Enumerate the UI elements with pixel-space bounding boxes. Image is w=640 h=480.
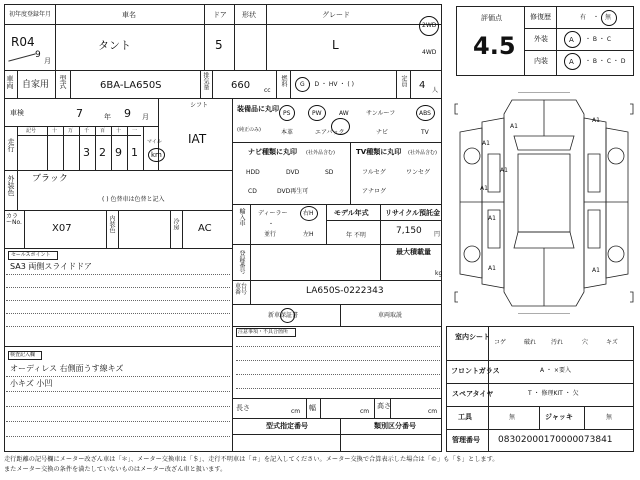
color-value: ブラック xyxy=(32,174,68,184)
mgmt-value: 08302000170000073841 xyxy=(498,435,613,445)
width-label: 幅 xyxy=(309,404,316,412)
inspector-line2: 小キズ 小凹 xyxy=(10,379,53,388)
digit-label: 百 xyxy=(100,128,106,134)
digit-label: 十 xyxy=(52,128,58,134)
diagram-mark: A1 xyxy=(488,265,496,272)
usage-value: 自家用 xyxy=(22,80,50,90)
divider xyxy=(410,70,411,98)
interior-color-label: 内装色 xyxy=(108,215,115,233)
divider xyxy=(232,244,442,245)
category-label: 類別区分番号 xyxy=(374,422,416,430)
parallel-text: 並行 xyxy=(264,231,277,238)
model-label: 型式 xyxy=(59,75,67,89)
inspection-label: 車検 xyxy=(10,109,24,117)
first-reg-label: 初年度登録年月 xyxy=(9,11,52,18)
divider xyxy=(350,142,351,204)
divider xyxy=(250,204,251,244)
mileage-digit: 3 xyxy=(83,146,90,159)
divider xyxy=(70,70,71,98)
navi-hdd: HDD xyxy=(246,169,260,176)
divider xyxy=(320,398,321,418)
divider xyxy=(556,6,557,76)
divider xyxy=(232,280,442,281)
dotted-line xyxy=(6,300,230,301)
displacement-label: 排気量 xyxy=(202,72,209,90)
capacity-value: 4 xyxy=(419,80,426,91)
sales-point-label: セールスポイント xyxy=(11,252,51,258)
tv-analog: アナログ xyxy=(362,188,387,195)
color-note: ( ) 色替車は色替と記入 xyxy=(102,196,165,203)
divider xyxy=(232,418,442,419)
mileage-label: 走行 xyxy=(7,138,15,152)
reg-no-label: 登録番号 xyxy=(238,250,245,274)
diagram-mark: A1 xyxy=(592,117,600,124)
car-name-label: 車名 xyxy=(122,11,136,19)
mileage-digit: 1 xyxy=(131,146,138,159)
divider xyxy=(232,142,442,143)
score-value: 4.5 xyxy=(473,32,516,60)
diagram-mark: A1 xyxy=(482,140,490,147)
equip-leather: 本革 xyxy=(281,129,294,136)
length-label: 長さ xyxy=(236,404,250,412)
seat-item: 汚れ xyxy=(551,339,564,346)
inspection-month: 9 xyxy=(124,107,131,120)
inspector-label: 検査記入欄 xyxy=(10,352,36,358)
divider xyxy=(200,70,201,98)
diagram-mark: A1 xyxy=(500,167,508,174)
drive-2wd: 2WD xyxy=(422,22,437,29)
navi-cd: CD xyxy=(248,188,257,195)
month-unit: 月 xyxy=(44,57,51,65)
mileage-digit: 2 xyxy=(99,146,106,159)
divider xyxy=(232,304,442,305)
recycle-value: 7,150 xyxy=(396,226,422,236)
spare-value: T ・ 修理KIT ・ 欠 xyxy=(528,390,579,397)
dotted-line xyxy=(6,421,230,422)
color-no-label: カラーNo. xyxy=(6,213,22,226)
capacity-label: 定員 xyxy=(400,75,407,87)
model-year-value: 年 不明 xyxy=(346,232,366,239)
first-reg-year: R04 xyxy=(11,35,35,49)
tv-oneseg: ワンセグ xyxy=(406,169,431,176)
mileage-note: 記号 xyxy=(26,128,37,134)
equip-navi: ナビ xyxy=(376,129,389,136)
length-unit: cm xyxy=(291,408,301,415)
divider xyxy=(446,429,634,430)
divider xyxy=(63,126,64,170)
fuel-options: G ・ D ・ HV ・ ( ) xyxy=(300,81,354,88)
jack-value: 無 xyxy=(606,414,613,421)
tv-label: TV種類に丸印 xyxy=(356,148,402,156)
notes-label: 注意事項・不具合箇所 xyxy=(238,329,289,335)
chassis-label: 車台番号 xyxy=(235,283,248,296)
car-diagram xyxy=(452,92,636,314)
divider xyxy=(340,304,341,326)
divider xyxy=(380,204,381,280)
dealer-text: ディーラー xyxy=(258,210,288,217)
ac-label: 冷房 xyxy=(172,218,179,230)
seat-item: コゲ xyxy=(494,339,507,346)
divider xyxy=(524,50,634,51)
tools-value: 無 xyxy=(509,414,516,421)
divider xyxy=(232,398,442,399)
int-grade-dots: ・ B ・ C ・ D xyxy=(585,58,626,65)
divider xyxy=(4,98,442,99)
displacement-unit: cc xyxy=(264,87,271,94)
navi-sd: SD xyxy=(325,169,334,176)
divider xyxy=(539,406,540,429)
divider xyxy=(4,346,232,347)
digit-label: 千 xyxy=(84,128,90,134)
score-label: 評価点 xyxy=(481,14,502,22)
divider xyxy=(446,383,634,384)
import-label: 輸入車 xyxy=(238,208,245,226)
equip-tv: TV xyxy=(421,129,429,136)
navi-label: ナビ種類に丸印 xyxy=(248,148,297,156)
inspection-year-unit: 年 xyxy=(104,113,111,121)
divider xyxy=(24,210,25,248)
divider xyxy=(212,70,213,98)
dotted-line xyxy=(6,313,230,314)
divider xyxy=(127,126,128,170)
color-label: 外装色 xyxy=(7,175,15,196)
repair-no: 無 xyxy=(605,14,612,21)
dotted-line xyxy=(6,287,230,288)
divider xyxy=(340,418,341,452)
repair-yes: 有 xyxy=(580,14,587,21)
divider xyxy=(4,170,232,171)
navi-dvd-play: DVD再生可 xyxy=(277,188,309,195)
dotted-line xyxy=(6,436,230,437)
divider xyxy=(326,204,327,244)
divider xyxy=(79,126,80,170)
divider xyxy=(118,210,119,248)
mileage-unit-km: km xyxy=(151,151,162,159)
diagram-mark: A1 xyxy=(488,215,496,222)
inspection-year: 7 xyxy=(76,107,83,120)
height-label: 高さ xyxy=(377,402,391,410)
ext-grade-dots: ・ B ・ C xyxy=(585,36,612,43)
divider xyxy=(232,434,442,435)
divider xyxy=(232,204,442,205)
equipment-sublabel: (純正のみ) xyxy=(237,127,261,133)
divider xyxy=(524,28,634,29)
chassis-value: LA650S-0222343 xyxy=(306,286,384,296)
divider xyxy=(306,398,307,418)
divider xyxy=(584,406,585,429)
color-no-value: X07 xyxy=(52,223,72,234)
seat-item: 破れ xyxy=(524,339,537,346)
footer-line1: 走行距離の記号欄にメーター改ざん車は「＊」、メーター交換車は「＄」、走行不明車は「＃」を記入してください。メーター交換で合算表示した場合は「©」も「＄」とします。 xyxy=(4,456,499,463)
warranty-label: 新車保証書 xyxy=(268,312,299,319)
shift-value: IAT xyxy=(188,132,207,146)
grade-value: L xyxy=(332,38,339,52)
capacity-unit: 人 xyxy=(432,87,439,94)
int-grade-a: A xyxy=(569,58,574,66)
divider xyxy=(276,70,277,98)
divider xyxy=(234,4,235,70)
divider xyxy=(374,398,375,418)
equipment-label: 装備品に丸印 xyxy=(237,105,279,113)
door-count: 5 xyxy=(215,38,223,52)
mileage-digit: 9 xyxy=(115,146,122,159)
model-value: 6BA-LA650S xyxy=(100,80,162,91)
seat-item: 穴 xyxy=(582,339,589,346)
divider xyxy=(266,4,267,70)
navi-dvd: DVD xyxy=(286,169,300,176)
mgmt-label: 管理番号 xyxy=(452,436,480,444)
divider xyxy=(396,70,397,98)
dotted-line xyxy=(236,346,440,347)
divider xyxy=(17,126,18,170)
divider xyxy=(4,126,158,127)
equip-abs: ABS xyxy=(419,110,431,117)
max-load-unit: kg xyxy=(435,270,443,277)
grade-label: グレード xyxy=(322,11,350,19)
divider xyxy=(232,326,442,327)
divider xyxy=(17,170,18,210)
dealer-dot: ・ xyxy=(268,221,275,228)
navi-note: (社外品含む) xyxy=(306,150,335,156)
dotted-line xyxy=(6,391,230,392)
seat-item: キズ xyxy=(606,339,618,346)
mileage-unit-mile: マイル xyxy=(147,139,162,145)
handle-left: 左H xyxy=(303,231,314,238)
divider xyxy=(488,326,489,452)
shape-label: 形状 xyxy=(242,11,256,19)
tools-label: 工具 xyxy=(458,413,472,421)
diagram-mark: A1 xyxy=(510,123,518,130)
sales-point-text: SA3 両側スライドドア xyxy=(10,262,92,271)
dotted-line xyxy=(6,274,230,275)
first-reg-month: 9 xyxy=(35,50,41,60)
dotted-line xyxy=(236,388,440,389)
dotted-line xyxy=(236,360,440,361)
divider xyxy=(232,252,233,452)
glass-label: フロントガラス xyxy=(451,367,500,375)
inspector-line1: オーディレス 右側面うす線キズ xyxy=(10,364,124,373)
divider xyxy=(170,210,171,248)
divider xyxy=(4,248,232,249)
divider xyxy=(111,126,112,170)
divider xyxy=(524,6,525,76)
divider xyxy=(95,126,96,170)
diagram-mark: A1 xyxy=(592,267,600,274)
handle-right: 右H xyxy=(303,210,314,217)
width-unit: cm xyxy=(360,408,370,415)
dotted-line xyxy=(6,326,230,327)
exterior-label: 外装 xyxy=(534,35,548,43)
height-unit: cm xyxy=(428,408,438,415)
spare-label: スペアタイヤ xyxy=(452,390,494,398)
divider xyxy=(4,24,442,25)
divider xyxy=(55,4,56,70)
ac-value: AC xyxy=(198,223,212,234)
divider xyxy=(204,4,205,70)
digit-label: 十 xyxy=(116,128,122,134)
divider xyxy=(446,406,634,407)
inspection-month-unit: 月 xyxy=(142,113,149,121)
digit-label: 万 xyxy=(68,128,74,134)
digit-label: 一 xyxy=(132,128,138,134)
repair-dot: ・ xyxy=(593,14,600,21)
displacement-value: 660 xyxy=(231,80,251,91)
repair-label: 修復歴 xyxy=(530,13,551,21)
divider xyxy=(446,360,634,361)
dotted-line xyxy=(6,376,230,377)
divider xyxy=(106,210,107,248)
dotted-line xyxy=(6,406,230,407)
vehicle-label: 車両 xyxy=(6,75,14,89)
recycle-unit: 円 xyxy=(434,231,441,238)
equip-ps: PS xyxy=(283,110,291,117)
divider xyxy=(17,70,18,98)
manual-label: 車両取説 xyxy=(378,312,403,319)
divider xyxy=(182,210,183,248)
interior-label: 内装 xyxy=(534,57,548,65)
equip-airbag: エアバック xyxy=(315,129,345,136)
glass-value: A ・ ×要入 xyxy=(540,367,571,374)
seat-label: 室内シート xyxy=(455,333,490,341)
fuel-label: 燃料 xyxy=(280,75,287,87)
jack-label: ジャッキ xyxy=(545,413,573,421)
divider xyxy=(290,70,291,98)
max-load-label: 最大積載量 xyxy=(396,248,431,256)
tv-fullseg: フルセグ xyxy=(362,169,386,176)
door-label: ドア xyxy=(213,11,227,19)
equip-sunroof: サンルーフ xyxy=(366,110,396,117)
divider xyxy=(326,220,442,221)
footer-line2: またメーター交換の条件を満たしていないものはメーター改ざん車と扱います。 xyxy=(4,466,227,473)
diagram-mark: A1 xyxy=(480,185,488,192)
shift-label: シフト xyxy=(190,102,209,109)
ext-grade-a: A xyxy=(569,36,574,44)
dotted-line xyxy=(236,374,440,375)
divider xyxy=(55,70,56,98)
divider xyxy=(47,126,48,170)
equip-aw: AW xyxy=(339,110,349,117)
drive-4wd: 4WD xyxy=(422,49,437,56)
tv-note: (社外品含む) xyxy=(408,150,437,156)
model-cert-label: 型式指定番号 xyxy=(266,422,308,430)
divider xyxy=(232,98,233,252)
divider xyxy=(143,126,144,170)
model-year-label: モデル年式 xyxy=(334,209,369,217)
divider xyxy=(250,244,251,304)
recycle-label: リサイクル預託金 xyxy=(385,209,441,217)
car-name: タント xyxy=(98,39,131,52)
equip-pw: PW xyxy=(312,110,322,117)
